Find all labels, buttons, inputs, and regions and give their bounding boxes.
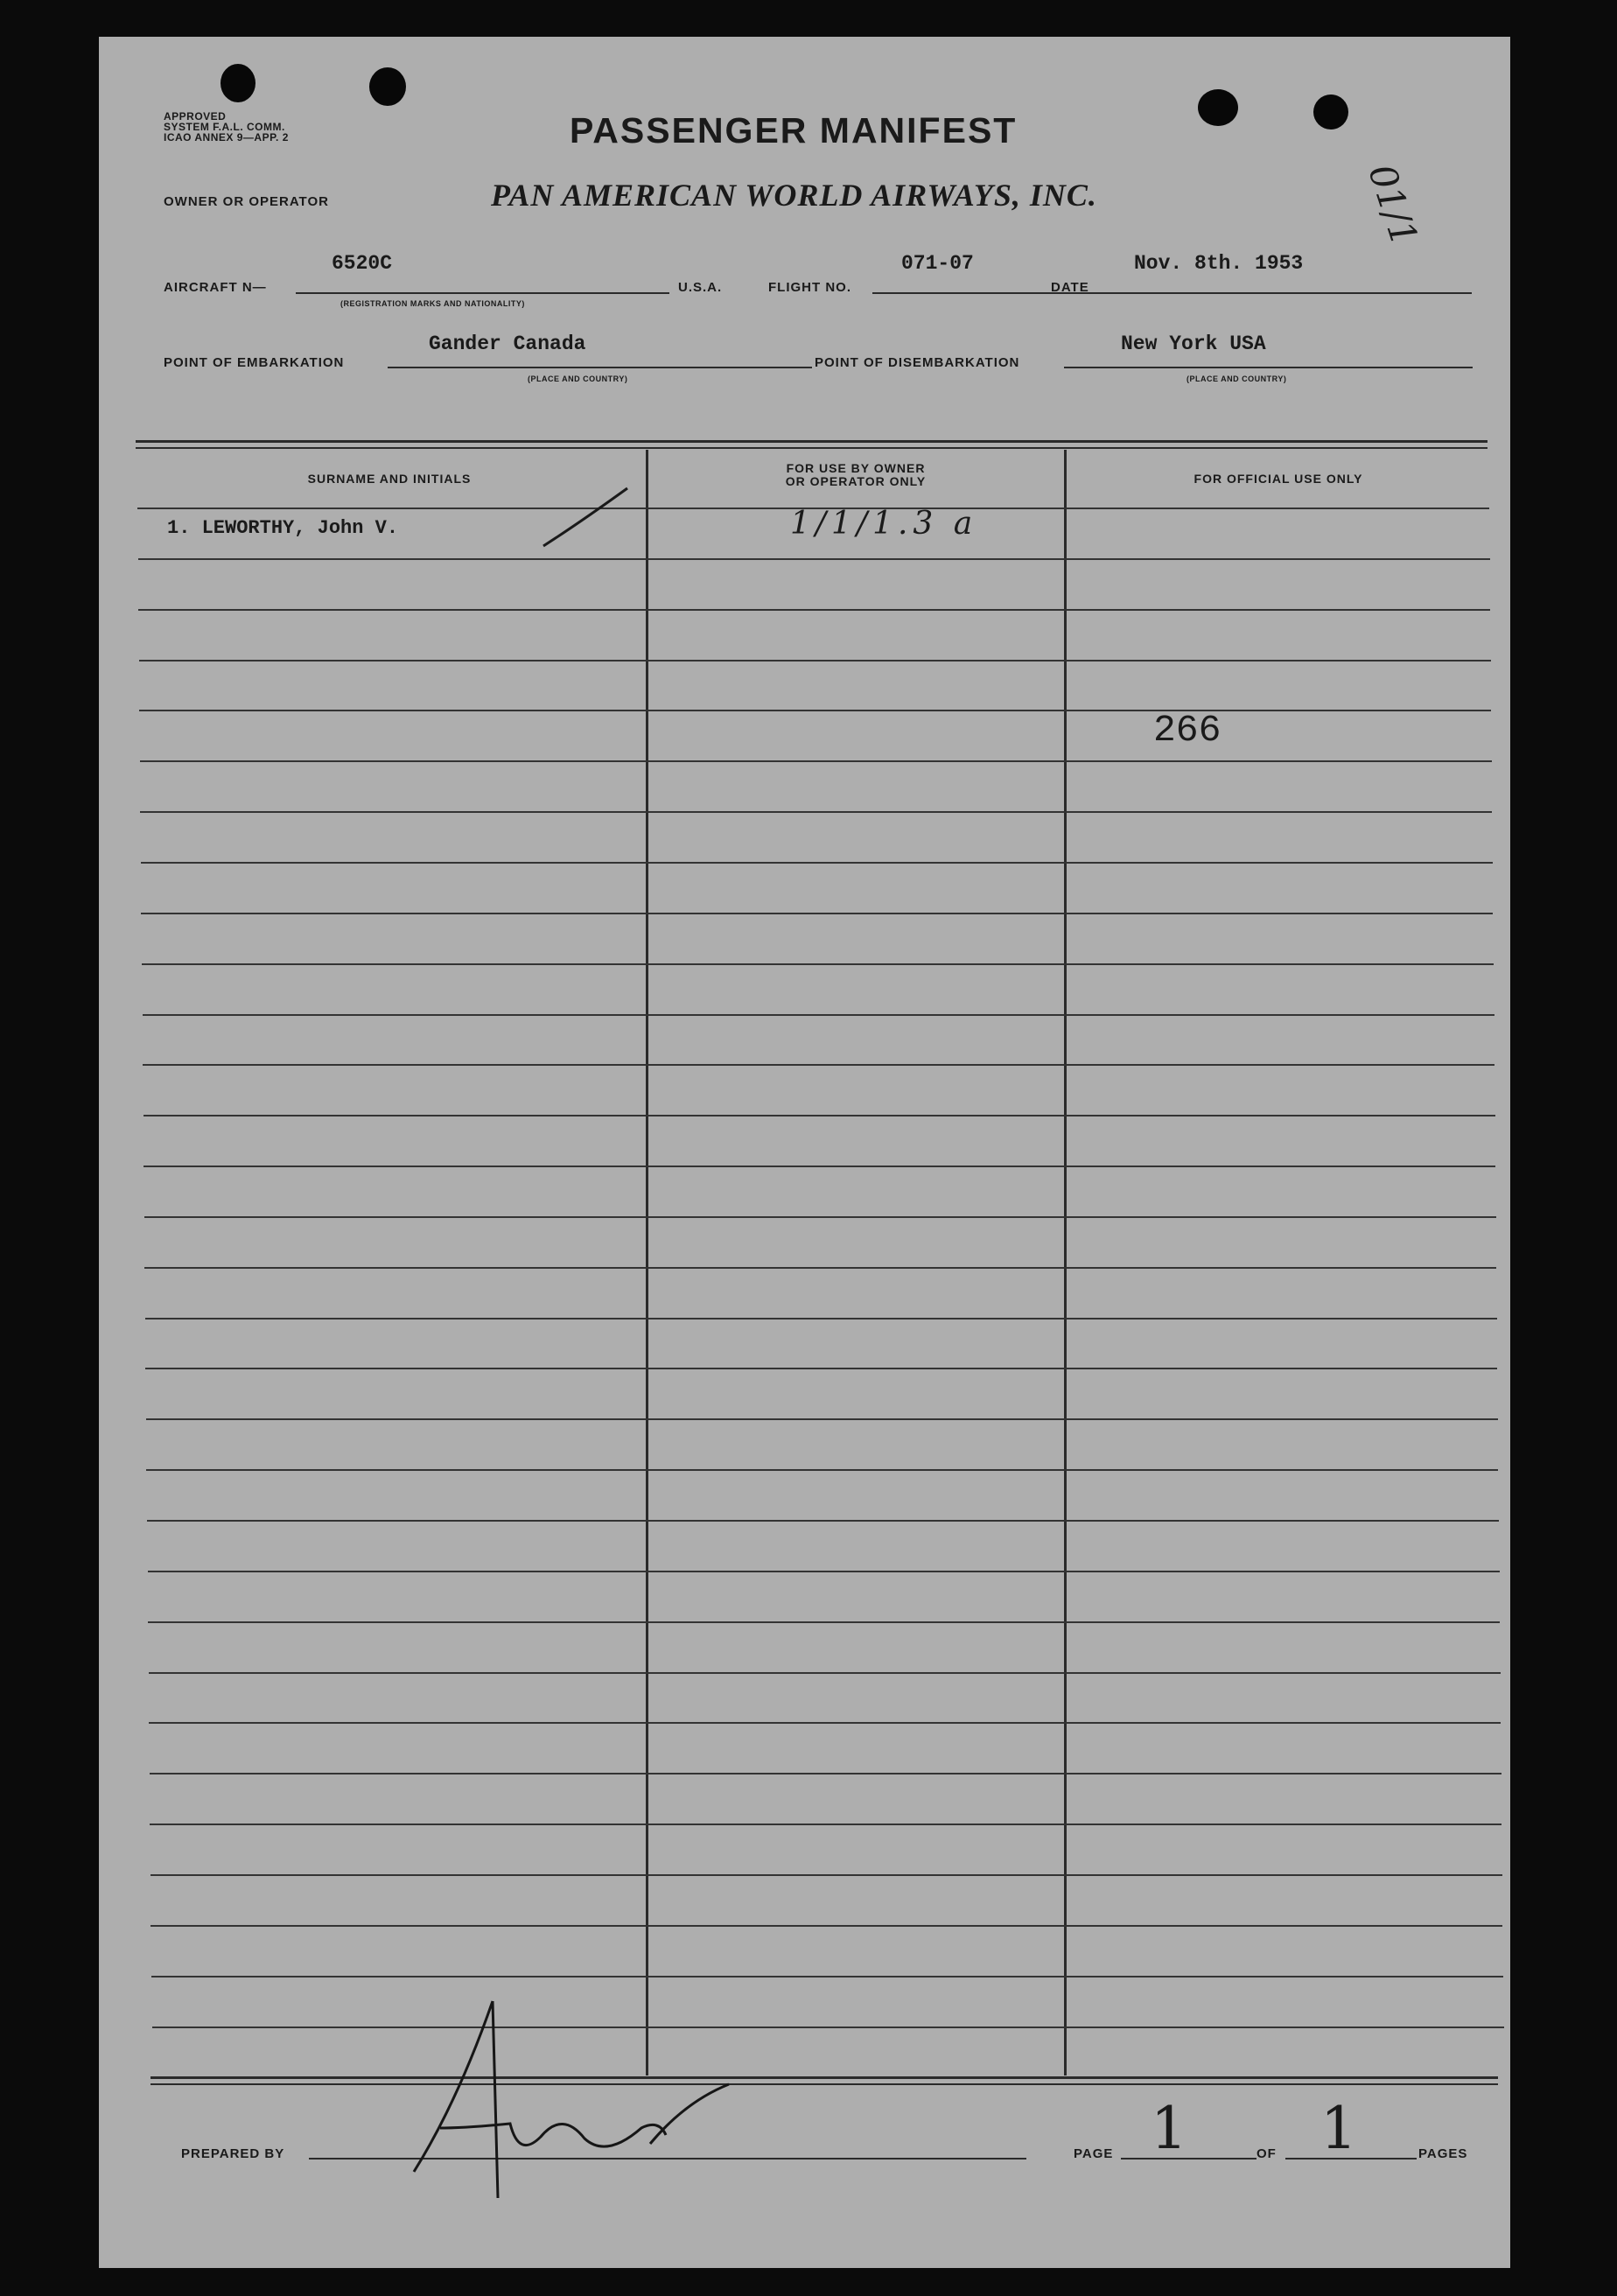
col-header-official: FOR OFFICIAL USE ONLY: [1194, 472, 1363, 486]
table-row-line: [148, 1621, 1500, 1623]
punch-hole: [1198, 89, 1238, 126]
form-title: PASSENGER MANIFEST: [570, 110, 1018, 150]
disembark-underline: [1064, 367, 1473, 368]
table-row-line: [144, 1267, 1496, 1269]
table-row-line: [146, 1469, 1498, 1471]
page-value: 1: [1151, 2095, 1187, 2162]
checkmark-icon: [536, 483, 633, 553]
table-row-line: [142, 963, 1494, 965]
embark-underline: [388, 367, 812, 368]
aircraft-value: 6520C: [332, 252, 393, 275]
table-row-line: [149, 1672, 1501, 1674]
embark-value: Gander Canada: [429, 332, 586, 355]
page-underline: [1121, 2158, 1256, 2160]
col-header-surname: SURNAME AND INITIALS: [307, 472, 472, 486]
disembark-note: (PLACE AND COUNTRY): [1186, 374, 1287, 383]
table-row-line: [144, 1166, 1495, 1167]
table-row-line: [139, 710, 1491, 711]
table-row-line: [150, 1925, 1502, 1927]
table-top-rule: [136, 447, 1488, 449]
margin-note: 01/1: [1360, 159, 1427, 251]
date-value: Nov. 8th. 1953: [1134, 252, 1304, 275]
flight-label: FLIGHT NO.: [768, 280, 851, 295]
owner-label: OWNER OR OPERATOR: [164, 194, 329, 209]
owner-value: PAN AMERICAN WORLD AIRWAYS, INC.: [491, 178, 1097, 213]
approval-block: [164, 111, 289, 143]
col-header-owner-use: [650, 462, 1061, 488]
table-row-line: [144, 1216, 1496, 1218]
owner-use-entry: 1/1/1.3 a: [790, 506, 978, 542]
col-header-owner-use-line: OR OPERATOR ONLY: [785, 474, 927, 488]
aircraft-label: AIRCRAFT N—: [164, 280, 267, 295]
table-row-line: [149, 1722, 1501, 1724]
table-row-line: [145, 1368, 1497, 1369]
aircraft-underline: [296, 292, 669, 294]
table-row-line: [139, 660, 1491, 662]
table-row-line: [143, 1014, 1494, 1016]
table-row-line: [138, 558, 1490, 560]
punch-hole: [1313, 94, 1348, 130]
table-row-line: [147, 1520, 1499, 1522]
manifest-sheet: [99, 37, 1510, 2268]
table-row-line: [145, 1318, 1497, 1320]
embark-label: POINT OF EMBARKATION: [164, 355, 345, 370]
table-row-line: [150, 1874, 1502, 1876]
approval-line: SYSTEM F.A.L. COMM.: [164, 121, 285, 133]
punch-hole: [369, 67, 406, 106]
page-label: PAGE: [1074, 2146, 1114, 2161]
column-divider: [646, 450, 648, 2076]
usa-label: U.S.A.: [678, 280, 723, 295]
table-row-line: [146, 1418, 1498, 1420]
approval-line: APPROVED: [164, 110, 227, 122]
table-row-line: [148, 1571, 1500, 1572]
column-divider: [1064, 450, 1067, 2076]
table-top-rule: [136, 440, 1488, 443]
pages-label: PAGES: [1418, 2146, 1468, 2161]
disembark-value: New York USA: [1121, 332, 1266, 355]
of-value: 1: [1320, 2095, 1357, 2162]
passenger-surname: 1. LEWORTHY, John V.: [167, 517, 399, 539]
flight-value: 071-07: [901, 252, 974, 275]
prepared-by-label: PREPARED BY: [181, 2146, 285, 2161]
table-row-line: [151, 1976, 1503, 1978]
table-row-line: [150, 1773, 1502, 1774]
approval-line: ICAO ANNEX 9—APP. 2: [164, 131, 289, 144]
table-row-line: [141, 913, 1493, 914]
official-stamp-number: 266: [1153, 709, 1222, 752]
embark-note: (PLACE AND COUNTRY): [528, 374, 628, 383]
of-label: OF: [1256, 2146, 1277, 2161]
date-label: DATE: [1051, 280, 1089, 295]
table-row-line: [138, 609, 1490, 611]
table-row-line: [141, 862, 1493, 864]
punch-hole: [220, 64, 256, 102]
table-row-line: [150, 1824, 1502, 1825]
registration-note: (REGISTRATION MARKS AND NATIONALITY): [340, 299, 525, 308]
signature: [388, 1997, 895, 2202]
table-row-line: [140, 760, 1492, 762]
date-underline: [1100, 292, 1472, 294]
table-row-line: [144, 1115, 1495, 1116]
table-row-line: [140, 811, 1492, 813]
table-row-line: [143, 1064, 1494, 1066]
disembark-label: POINT OF DISEMBARKATION: [815, 355, 1020, 370]
col-header-owner-use-line: FOR USE BY OWNER: [786, 461, 926, 475]
